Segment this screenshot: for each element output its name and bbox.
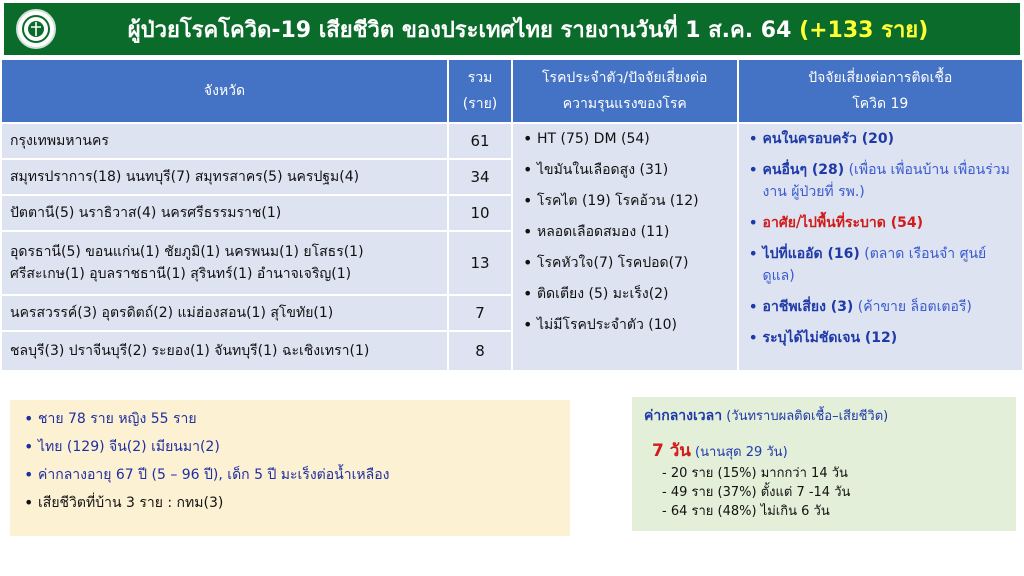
total-cell: 13 bbox=[448, 231, 512, 295]
list-item: • ชาย 78 ราย หญิง 55 ราย bbox=[24, 408, 556, 430]
table-header-row bbox=[1, 59, 1023, 123]
risk-cell bbox=[738, 123, 1023, 371]
list-item: • เสียชีวิตที่บ้าน 3 ราย : กทม(3) bbox=[24, 492, 556, 514]
list-item bbox=[749, 243, 1016, 287]
list-item bbox=[749, 296, 1016, 318]
province-cell: กรุงเทพมหานคร bbox=[1, 123, 448, 159]
table-row bbox=[1, 123, 1023, 159]
risk-crowded-detail: (ตลาด เรือนจำ ศูนย์ดูแล) bbox=[762, 246, 987, 284]
page-title bbox=[56, 12, 1020, 47]
risk-family: คนในครอบครัว (20) bbox=[762, 131, 894, 147]
risk-unclear: ระบุได้ไม่ชัดเจน (12) bbox=[762, 330, 898, 346]
median-time-max: (นานสุด 29 วัน) bbox=[690, 445, 788, 460]
risk-occupation: อาชีพเสี่ยง (3) bbox=[762, 299, 854, 315]
province-line1: อุดรธานี(5) ขอนแก่น(1) ชัยภูมิ(1) นครพนม(1) ยโสธร(1) bbox=[10, 244, 364, 260]
total-cell: 8 bbox=[448, 331, 512, 371]
province-cell: ปัตตานี(5) นราธิวาส(4) นครศรีธรรมราช(1) bbox=[1, 195, 448, 231]
list-item: • โรคหัวใจ(7) โรคปอด(7) bbox=[523, 252, 731, 274]
list-item bbox=[749, 159, 1016, 203]
province-cell: ชลบุรี(3) ปราจีนบุรี(2) ระยอง(1) จันทบุรี(1) ฉะเชิงเทรา(1) bbox=[1, 331, 448, 371]
total-cell: 61 bbox=[448, 123, 512, 159]
risk-list bbox=[749, 128, 1016, 349]
province-line2: ศรีสะเกษ(1) อุบลราชธานี(1) สุรินทร์(1) อำนาจเจริญ(1) bbox=[10, 266, 352, 282]
median-time-title bbox=[644, 405, 1004, 427]
risk-others: คนอื่นๆ (28) bbox=[762, 162, 845, 178]
header-risk-line2: โควิด 19 bbox=[852, 96, 909, 112]
list-item: - 20 ราย (15%) มากกว่า 14 วัน bbox=[662, 466, 848, 481]
header-total-line1: รวม bbox=[467, 70, 493, 86]
risk-occupation-detail: (ค้าขาย ล็อตเตอรี) bbox=[853, 299, 972, 315]
header-province: จังหวัด bbox=[1, 59, 448, 123]
list-item: - 49 ราย (37%) ตั้งแต่ 7 -14 วัน bbox=[662, 485, 851, 500]
list-item: • หลอดเลือดสมอง (11) bbox=[523, 221, 731, 243]
risk-outbreak-area: อาศัย/ไปพื้นที่ระบาด (54) bbox=[762, 215, 924, 231]
death-summary-table bbox=[0, 58, 1024, 372]
summary-box bbox=[10, 400, 570, 536]
total-cell: 7 bbox=[448, 295, 512, 331]
list-item: • ติดเตียง (5) มะเร็ง(2) bbox=[523, 283, 731, 305]
header-risk-line1: ปัจจัยเสี่ยงต่อการติดเชื้อ bbox=[808, 70, 953, 86]
summary-list bbox=[24, 408, 556, 514]
title-death-count: (+133 ราย) bbox=[799, 17, 929, 43]
list-item bbox=[749, 128, 1016, 150]
province-cell bbox=[1, 231, 448, 295]
list-item: • ไขมันในเลือดสูง (31) bbox=[523, 159, 731, 181]
total-cell: 34 bbox=[448, 159, 512, 195]
header-risk bbox=[738, 59, 1023, 123]
title-main: ผู้ป่วยโรคโควิด-19 เสียชีวิต ของประเทศไทย รายงานวันที่ 1 ส.ค. 64 bbox=[127, 17, 800, 43]
list-item: • โรคไต (19) โรคอ้วน (12) bbox=[523, 190, 731, 212]
header-bar bbox=[4, 3, 1020, 55]
list-item: • ค่ากลางอายุ 67 ปี (5 – 96 ปี), เด็ก 5 ปี มะเร็งต่อน้ำเหลือง bbox=[24, 464, 556, 486]
province-cell: สมุทรปราการ(18) นนทบุรี(7) สมุทรสาคร(5) นครปฐม(4) bbox=[1, 159, 448, 195]
list-item: • ไทย (129) จีน(2) เมียนมา(2) bbox=[24, 436, 556, 458]
header-disease bbox=[512, 59, 738, 123]
median-time-value bbox=[644, 437, 1004, 464]
median-time-title-main: ค่ากลางเวลา bbox=[644, 408, 723, 424]
median-time-box bbox=[632, 397, 1016, 531]
list-item: - 64 ราย (48%) ไม่เกิน 6 วัน bbox=[662, 504, 830, 519]
list-item: • HT (75) DM (54) bbox=[523, 128, 731, 150]
header-total-line2: (ราย) bbox=[462, 96, 498, 112]
disease-cell bbox=[512, 123, 738, 371]
province-cell: นครสวรรค์(3) อุตรดิตถ์(2) แม่ฮ่องสอน(1) สุโขทัย(1) bbox=[1, 295, 448, 331]
median-time-days: 7 วัน bbox=[652, 441, 691, 461]
list-item bbox=[749, 212, 1016, 234]
risk-crowded: ไปที่แออัด (16) bbox=[762, 246, 860, 262]
total-cell: 10 bbox=[448, 195, 512, 231]
header-disease-line1: โรคประจำตัว/ปัจจัยเสี่ยงต่อ bbox=[542, 70, 708, 86]
header-disease-line2: ความรุนแรงของโรค bbox=[562, 96, 687, 112]
header-total bbox=[448, 59, 512, 123]
median-time-title-sub: (วันทราบผลติดเชื้อ–เสียชีวิต) bbox=[722, 409, 889, 424]
list-item bbox=[749, 327, 1016, 349]
ministry-of-public-health-logo-icon bbox=[16, 9, 56, 49]
risk-others-detail: (เพื่อน เพื่อนบ้าน เพื่อนร่วมงาน ผู้ป่วยที่ รพ.) bbox=[762, 162, 1010, 200]
list-item: • ไม่มีโรคประจำตัว (10) bbox=[523, 314, 731, 336]
disease-list bbox=[523, 128, 731, 336]
